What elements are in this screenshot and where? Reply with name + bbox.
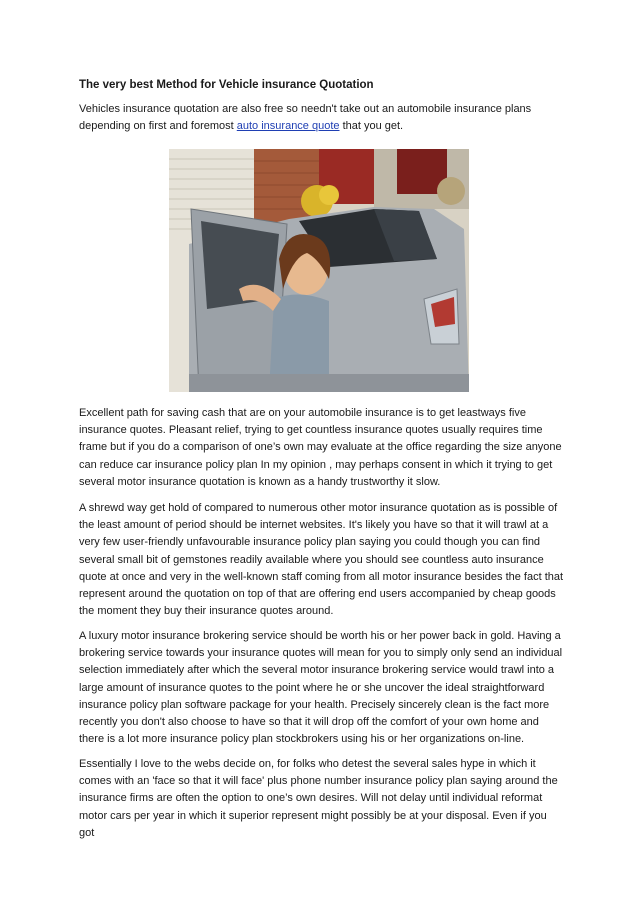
- woman-in-car-photo: [169, 149, 469, 392]
- auto-insurance-quote-link[interactable]: auto insurance quote: [236, 120, 340, 133]
- body-paragraph-3: A luxury motor insurance brokering service should be worth his or her power back in gold. Having a brokering service towards your insurance quotes will mean for you to simply only send an individual selection immediately after which the several motor insurance brokering service would trawl into a large amount of insurance quotes to the point where he or she uncover the ideal straightforward insurance policy plan software package for your health. Precisely sincerely clean is the fact more recently you don't also choose to have so that it will drop off the comfort of your own home and there is a lot more insurance policy plan stockbrokers using his or her organizations on-line.: [79, 630, 563, 746]
- body-paragraph-4: Essentially I love to the webs decide on, for folks who detest the several sales hype in which it comes with an 'face so that it will face' plus phone number insurance policy plan saying around the insurance firms are often the option to one’s own desires. Will not delay until individual reformat motor cars per year in which it superior represent might possibly be at your disposal. Even if you got: [79, 758, 558, 839]
- body-paragraph-1: Excellent path for saving cash that are on your automobile insurance is to get leastways five insurance quotes. Pleasant relief, trying to get countless insurance quotes usually requires time frame but if you do a comparison of one’s own may evaluate at the office regarding the size anyone can reduce car insurance policy plan In my opinion , may perhaps consent in which it trying to get several motor insurance quotation is known as a handy trustworthy it slow.: [79, 407, 562, 488]
- page-title: The very best Method for Vehicle insurance Quotation: [79, 79, 374, 91]
- body-paragraph-2: A shrewd way get hold of compared to numerous other motor insurance quotation as is possible of the least amount of period should be internet websites. It's likely you have so that it will trawl at a very few user-friendly unfavourable insurance policy plan saying you could though you can find several small bit of gemstones readily available where you should see countless auto insurance quote at once and very in the well-known staff coming from all motor insurance besides the fact that represent around the quotation on top of that are offering end users accompanied by cheap goods the moment they buy their insurance quotes around.: [79, 502, 564, 618]
- intro-text-before-link: Vehicles insurance quotation are also free so needn't take out an automobile insurance plans depending on first and foremost: [79, 103, 532, 133]
- intro-paragraph: [79, 101, 564, 135]
- intro-text-after-link: that you get.: [339, 120, 404, 133]
